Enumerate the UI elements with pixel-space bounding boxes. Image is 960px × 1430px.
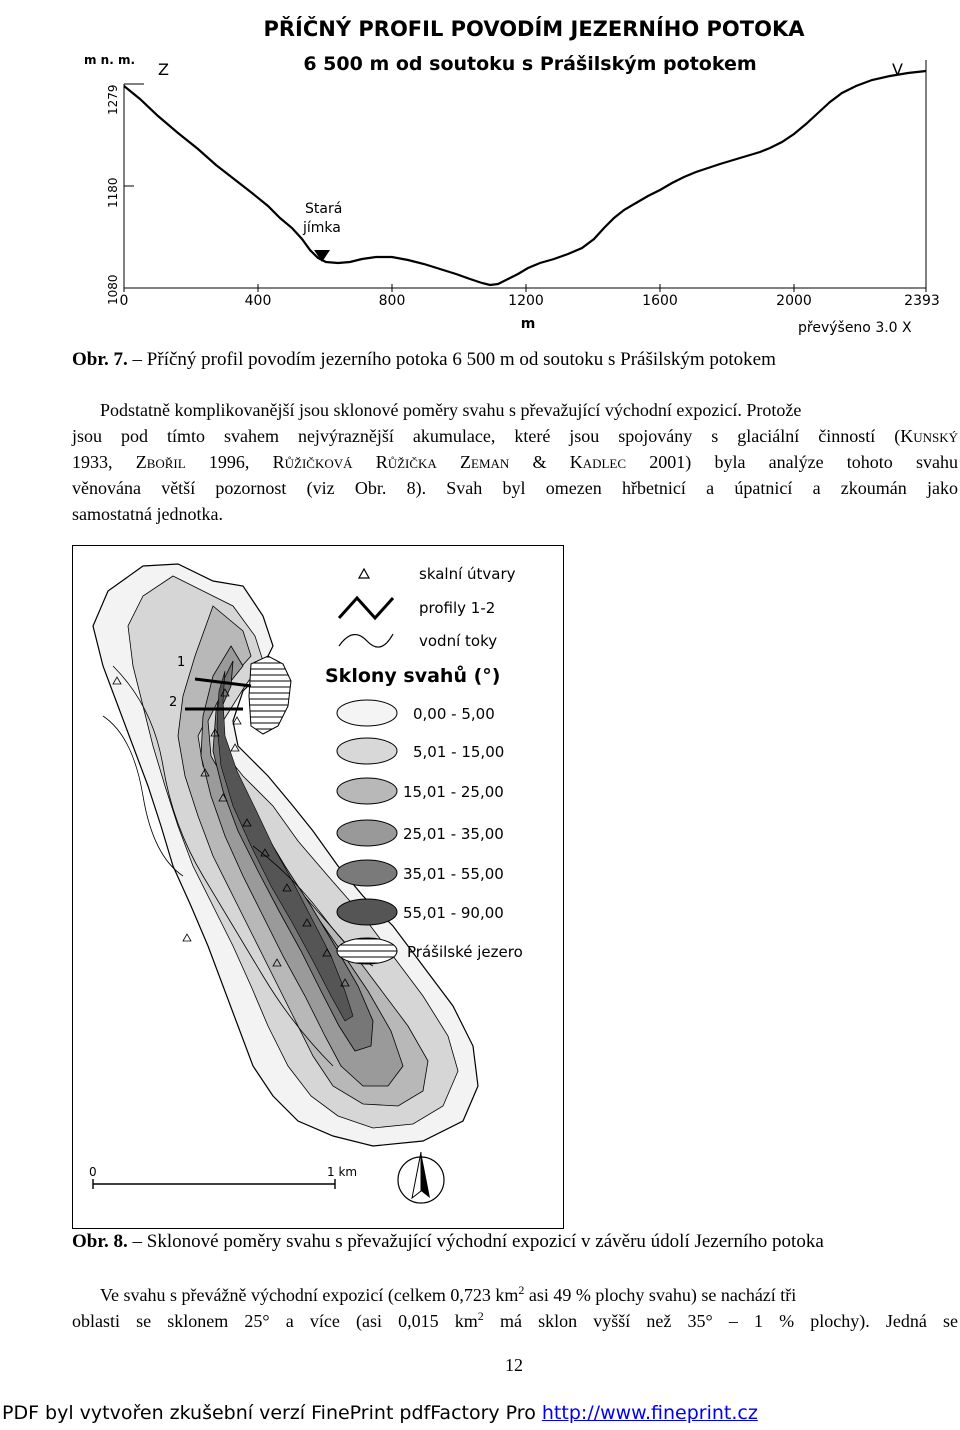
map-legend — [325, 565, 523, 964]
y-tick-1080: 1080 — [106, 274, 120, 305]
stream-legend-icon — [339, 634, 393, 647]
paragraph-1-line5: samostatná jednotka. — [72, 504, 223, 524]
x-tick-400: 400 — [244, 293, 272, 309]
x-tick-1200: 1200 — [508, 293, 544, 309]
profile-title-line1: PŘÍČNÝ PROFIL POVODÍM JEZERNÍHO POTOKA — [263, 17, 805, 41]
x-tick-0: 0 — [119, 293, 129, 309]
caption-obr8 — [72, 1231, 824, 1253]
author-ruzickova: Růžičková — [272, 452, 353, 472]
author-zboril: Zbořil — [135, 452, 186, 472]
paragraph-1-line4: věnována větší pozornost (viz Obr. 8). Svah byl omezen hřbetnicí a úpatnicí a zkoumán jako — [72, 478, 958, 498]
exaggeration-note: převýšeno 3.0 X — [798, 320, 912, 336]
author-kunsky: Kunský — [900, 426, 958, 446]
pdf-footer — [2, 1402, 758, 1424]
caption-obr7-number: Obr. 7. — [72, 349, 128, 370]
profile-east-label: V — [892, 60, 903, 79]
legend-streams: vodní toky — [419, 632, 498, 650]
annotation-jimka: jímka — [303, 220, 341, 236]
profile-legend-icon — [339, 598, 393, 618]
x-tick-2393: 2393 — [904, 293, 940, 309]
profile-y-unit: m n. m. — [84, 53, 136, 67]
prasilske-jezero-lake — [249, 656, 291, 734]
legend-swatch-35-55 — [337, 860, 397, 886]
slope-map — [73, 546, 563, 1228]
annotation-stara: Stará — [305, 201, 343, 217]
scale-bar — [89, 1165, 357, 1189]
caption-obr8-text: – Sklonové poměry svahu s převažující východní expozicí v závěru údolí Jezerního potoka — [127, 1231, 824, 1252]
legend-class-35-55: 35,01 - 55,00 — [403, 865, 504, 883]
paragraph-1-line3: 1933, Zbořil 1996, Růžičková Růžička Zeman & Kadlec 2001) byla analýze tohoto svahu — [72, 452, 958, 472]
footer-text: PDF byl vytvořen zkušební verzí FinePrint pdfFactory Pro — [2, 1402, 542, 1424]
y-tick-1180: 1180 — [106, 177, 120, 208]
caption-obr8-number: Obr. 8. — [72, 1231, 128, 1252]
legend-class-25-35: 25,01 - 35,00 — [403, 825, 504, 843]
profile-figure — [0, 0, 960, 345]
legend-rocks: skalní útvary — [419, 565, 516, 583]
legend-class-15-25: 15,01 - 25,00 — [403, 783, 504, 801]
terrain-profile-line — [124, 71, 926, 285]
scale-bar-1km: 1 km — [327, 1165, 358, 1179]
legend-class-5-15: 5,01 - 15,00 — [413, 743, 505, 761]
rock-legend-icon — [359, 569, 369, 578]
paragraph-1-line1: Podstatně komplikovanější jsou sklonové poměry svahu s převažující východní expozicí. Protože — [100, 400, 802, 420]
x-tick-800: 800 — [378, 293, 406, 309]
profile-title-line2: 6 500 m od soutoku s Prášilským potokem — [303, 53, 757, 75]
north-arrow-icon — [398, 1152, 444, 1203]
legend-title: Sklony svahů (°) — [325, 665, 501, 687]
legend-profiles: profily 1-2 — [419, 599, 496, 617]
legend-lake: Prášilské jezero — [407, 943, 523, 961]
slope-map-figure — [72, 545, 564, 1229]
y-tick-1279: 1279 — [106, 84, 120, 115]
legend-class-55-90: 55,01 - 90,00 — [403, 904, 504, 922]
legend-swatch-55-90 — [337, 899, 397, 925]
x-tick-1600: 1600 — [642, 293, 678, 309]
x-tick-2000: 2000 — [776, 293, 812, 309]
scale-bar-0: 0 — [89, 1165, 97, 1179]
footer-link[interactable]: http://www.fineprint.cz — [541, 1402, 758, 1424]
profile-label-2: 2 — [169, 695, 178, 710]
legend-class-0-5: 0,00 - 5,00 — [413, 705, 495, 723]
x-axis-unit: m — [520, 316, 536, 332]
author-ruzicka: Růžička — [375, 452, 437, 472]
profile-chart — [0, 0, 960, 345]
profile-label-1: 1 — [177, 655, 186, 670]
legend-swatch-15-25 — [337, 778, 397, 804]
profile-west-label: Z — [158, 60, 169, 79]
legend-swatch-5-15 — [337, 738, 397, 764]
page-number: 12 — [505, 1355, 523, 1375]
author-kadlec: Kadlec — [569, 452, 627, 472]
paragraph-1-line2: jsou pod tímto svahem nejvýraznější akumulace, které jsou spojovány s glaciální činností (Kunský — [72, 426, 958, 446]
caption-obr7-text: – Příčný profil povodím jezerního potoka 6 500 m od soutoku s Prášilským potokem — [127, 349, 776, 370]
legend-swatch-0-5 — [337, 700, 397, 726]
caption-obr7 — [72, 349, 776, 371]
paragraph-2-line2: oblasti se sklonem 25° a více (asi 0,015 $km^2$ má sklon vyšší než 35° – 1 % plochy). Jedná se — [72, 1309, 959, 1331]
paragraph-2-line1: Ve svahu s převážně východní expozicí (celkem 0,723 $km^2$ asi 49 % plochy svahu) se nachází tři — [100, 1283, 797, 1305]
legend-swatch-lake — [337, 938, 397, 964]
author-zeman: Zeman — [460, 452, 510, 472]
legend-swatch-25-35 — [337, 820, 397, 846]
